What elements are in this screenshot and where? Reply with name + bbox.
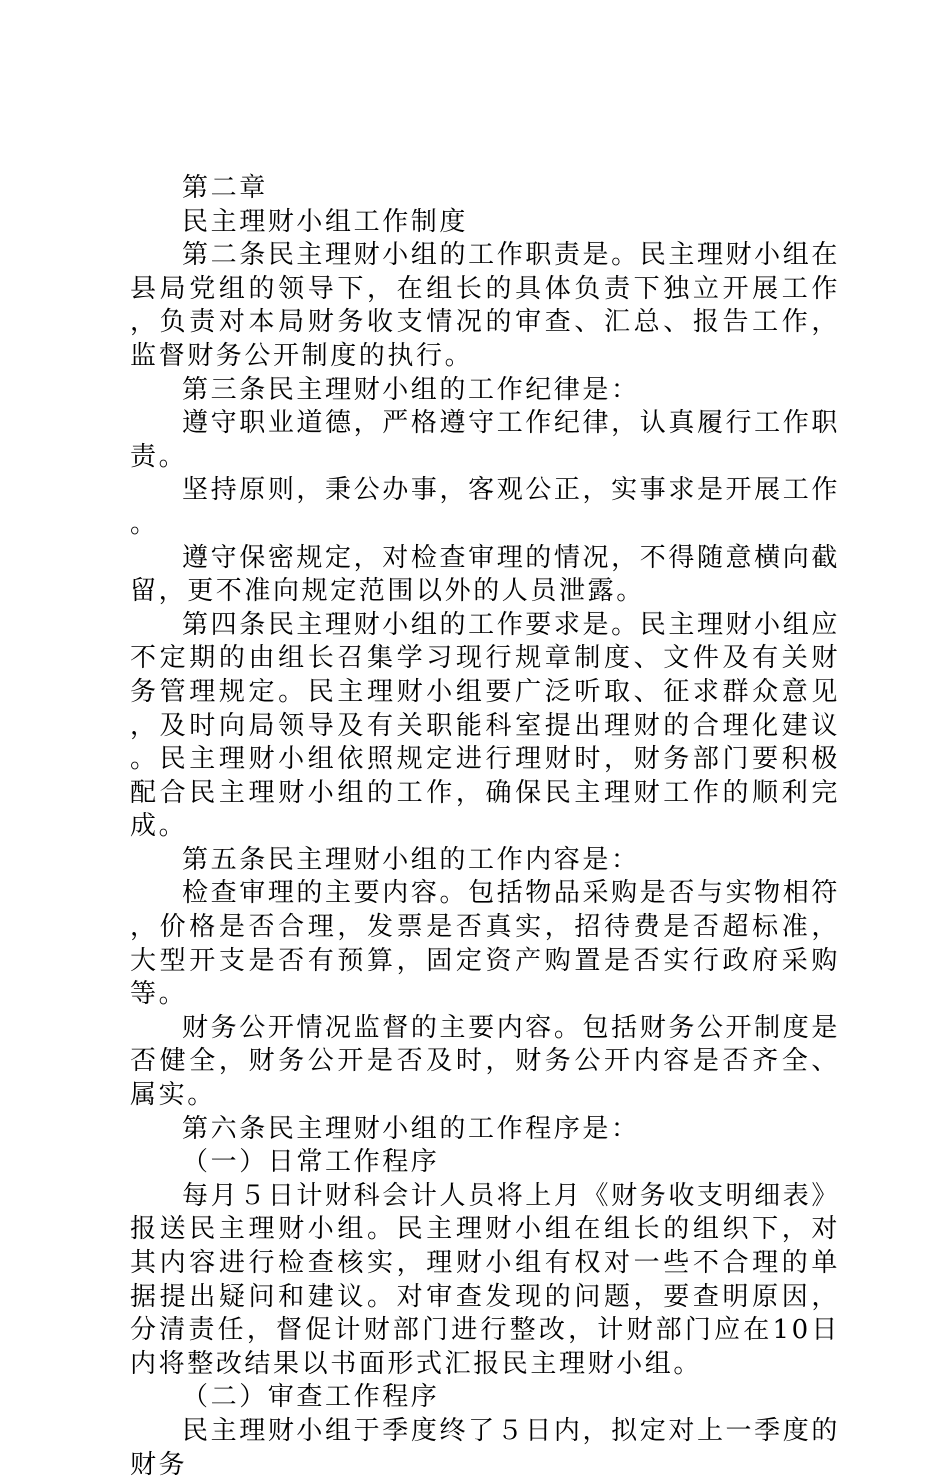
document-body	[130, 172, 840, 1482]
paragraph-article-5: 第五条民主理财小组的工作内容是：	[182, 844, 640, 875]
paragraph-article-4: 第四条民主理财小组的工作要求是。民主理财小组应不定期的由组长召集学习现行规章制度、文件及有关财务管理规定。民主理财小组要广泛听取、征求群众意见，及时向局领导及有关职能科室提出理财的合理化建议。民主理财小组依照规定进行理财时，财务部门要积极配合民主理财小组的工作，确保民主理财工作的顺利完成。	[130, 609, 840, 842]
paragraph-discipline-2: 坚持原则，秉公办事，客观公正，实事求是开展工作。	[130, 475, 840, 539]
paragraph-review-procedure: 民主理财小组于季度终了５日内，拟定对上一季度的财务	[130, 1415, 840, 1480]
subheading-review-procedure: （二）审查工作程序	[182, 1382, 440, 1413]
paragraph-daily-procedure: 每月５日计财科会计人员将上月《财务收支明细表》报送民主理财小组。民主理财小组在组长的组织下，对其内容进行检查核实，理财小组有权对一些不合理的单据提出疑问和建议。对审查发现的问题，要查明原因，分清责任，督促计财部门进行整改，计财部门应在10日内将整改结果以书面形式汇报民主理财小组。	[130, 1180, 840, 1379]
paragraph-article-2: 第二条民主理财小组的工作职责是。民主理财小组在县局党组的领导下，在组长的具体负责下独立开展工作，负责对本局财务收支情况的审查、汇总、报告工作，监督财务公开制度的执行。	[130, 240, 840, 371]
section-title: 民主理财小组工作制度	[182, 206, 469, 237]
paragraph-discipline-3: 遵守保密规定，对检查审理的情况，不得随意横向截留，更不准向规定范围以外的人员泄露。	[130, 542, 840, 607]
subheading-daily-procedure: （一）日常工作程序	[182, 1147, 440, 1178]
paragraph-content-2: 财务公开情况监督的主要内容。包括财务公开制度是否健全，财务公开是否及时，财务公开内容是否齐全、属实。	[130, 1012, 840, 1111]
chapter-heading: 第二章	[182, 173, 268, 203]
paragraph-discipline-1: 遵守职业道德，严格遵守工作纪律，认真履行工作职责。	[130, 408, 840, 472]
paragraph-article-3: 第三条民主理财小组的工作纪律是：	[182, 374, 640, 405]
paragraph-article-6: 第六条民主理财小组的工作程序是：	[182, 1113, 640, 1144]
paragraph-content-1: 检查审理的主要内容。包括物品采购是否与实物相符，价格是否合理，发票是否真实，招待费是否超标准，大型开支是否有预算，固定资产购置是否实行政府采购等。	[130, 878, 840, 1010]
